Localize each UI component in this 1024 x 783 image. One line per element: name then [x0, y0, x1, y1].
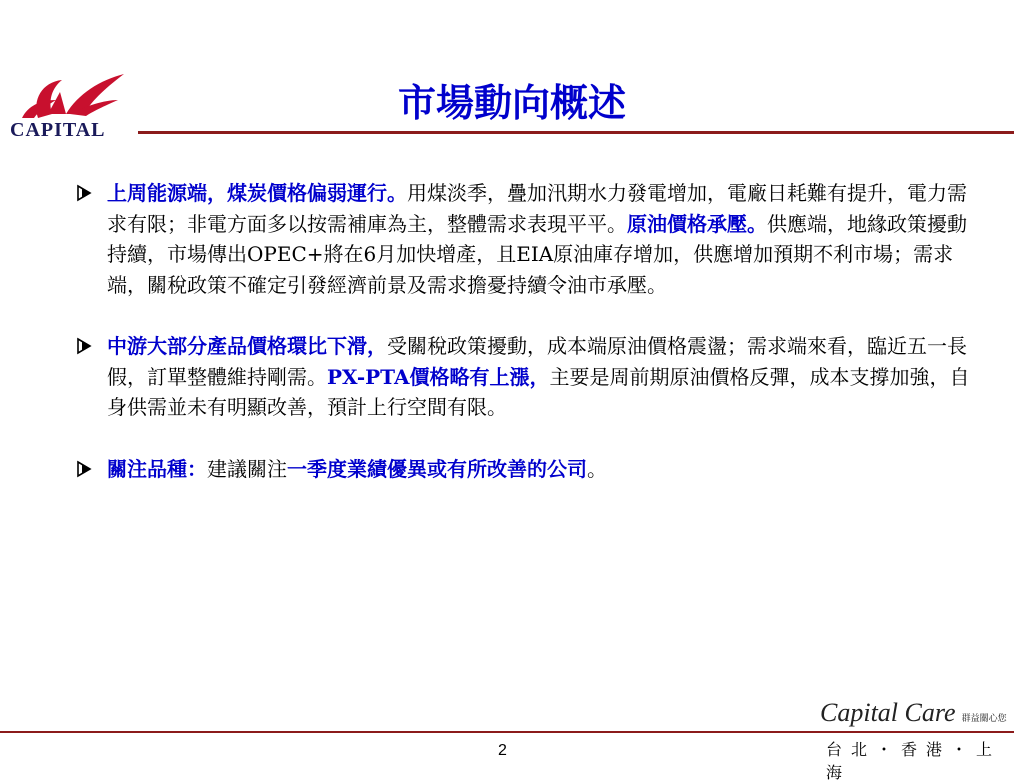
- logo-text: CAPITAL: [10, 119, 106, 141]
- body-text: 用煤淡季，疊加汛期水力發電增加，電廠日耗難有提升，電力需求有限；非電方面多以按需補庫為主，整體需求表現平平。: [107, 181, 967, 236]
- highlight-text: 上周能源端，煤炭價格偏弱運行。: [107, 181, 407, 205]
- bullet-text: [107, 181, 967, 297]
- arrow-bullet-icon: [75, 454, 97, 484]
- highlight-text: 原油價格承壓。: [627, 211, 767, 236]
- body-text: 。: [587, 456, 607, 481]
- header-divider: [138, 131, 1014, 134]
- body-text: 主要是周前期原油價格反彈，成本支撐加強，自身供需並未有明顯改善，預計上行空間有限。: [107, 364, 970, 419]
- highlight-text: PX-PTA價格略有上漲，: [327, 364, 550, 389]
- brand-script: Capital Care: [820, 698, 956, 727]
- bullet-text: [107, 334, 970, 419]
- page-number: 2: [498, 742, 507, 759]
- bullet-item-midstream: [75, 331, 975, 423]
- bullet-item-focus: [75, 454, 975, 485]
- body-text: 受關稅政策擾動，成本端原油價格震盪；需求端來看，臨近五一長假，訂單整體維持剛需。: [107, 334, 967, 389]
- arrow-bullet-icon: [75, 178, 97, 208]
- highlight-text: 一季度業績優異或有所改善的公司: [287, 456, 587, 481]
- capital-care-logo: [820, 698, 1007, 728]
- page-title: 市場動向概述: [397, 80, 626, 125]
- bullet-item-energy: [75, 178, 975, 300]
- body-text: 建議關注: [207, 456, 287, 481]
- bullet-text: [107, 457, 607, 481]
- brand-tagline: 群益關心您: [961, 714, 1007, 724]
- highlight-text: 中游大部分產品價格環比下滑，: [107, 334, 387, 358]
- highlight-text: 關注品種：: [107, 456, 207, 481]
- bullet-list: [75, 178, 975, 515]
- office-cities: 台北・香港・上海: [826, 740, 1002, 782]
- arrow-bullet-icon: [75, 331, 97, 361]
- body-text: 供應端，地緣政策擾動持續，市場傳出OPEC+將在6月加快增產，且EIA原油庫存增加，供應增加預期不利市場；需求端，關稅政策不確定引發經濟前景及需求擔憂持續令油市承壓。: [107, 211, 967, 297]
- footer-divider: [0, 731, 1014, 733]
